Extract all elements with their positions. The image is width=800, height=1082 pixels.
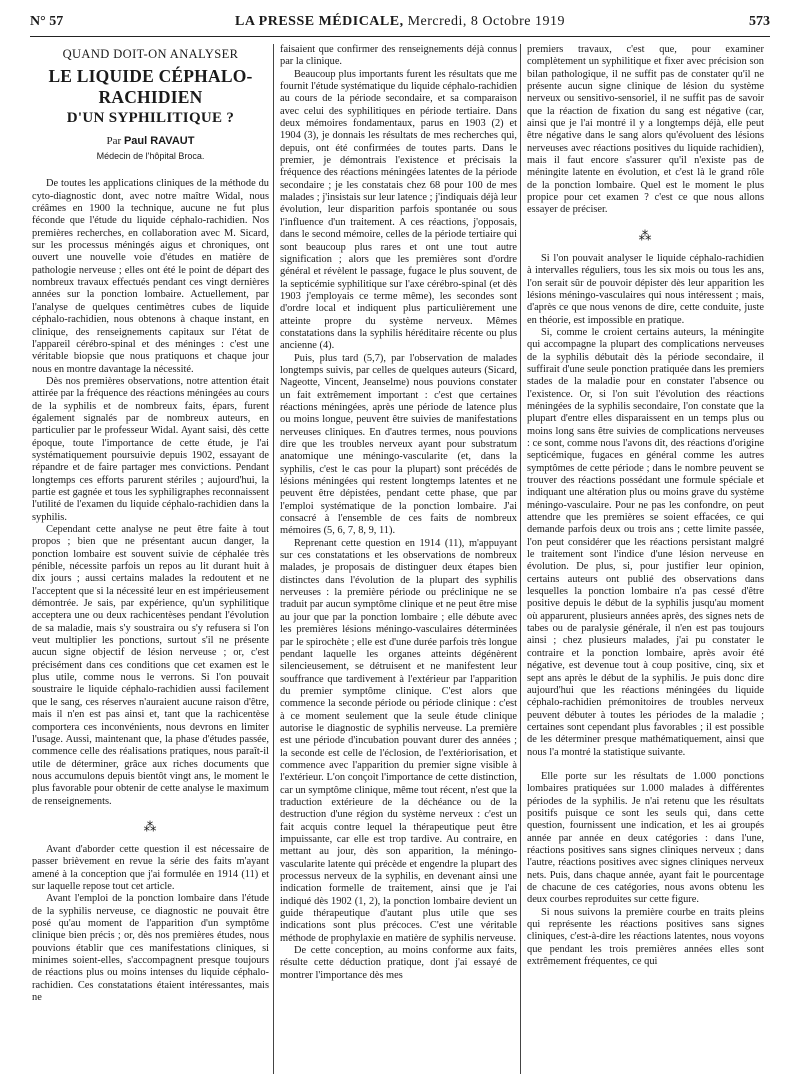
column-divider <box>273 44 274 1074</box>
paragraph: Beaucoup plus importants furent les résultats que me fournit l'étude systématique du liquide céphalo-rachidien au cours de la période secondaire, et sa comparaison avec celui des syphilitiques en période tertiaire. Dans deux mémoires fondamentaux, parus en 1903 (2) et 1904 (3), je donnais les résultats de mes recherches qui, depuis, ont été confirmées de toutes parts. Dans le premier, je démontrais l'existence et précisais la fréquence des réactions méningées latentes de la période secondaire ; je les constatais chez 68 pour 100 de mes malades ; j'insistais sur leur latence ; j'indiquais déjà leur évolution, leur disparition parfois spontanée ou sous l'influence d'un traitement. A ces réactions, j'opposais, dans le second mémoire, celles de la période tertiaire qui sont beaucoup plus rares et ont une tout autre signification ; alors que les premières sont d'ordre général et révèlent le passage, fugace le plus souvent, de la septicémie syphilitique sur l'axe cérébro-spinal (et dès 1903 j'employais ce terme même), les secondes sont d'ordre local et indiquent plus particulièrement une atteinte propre du système nerveux. Mêmes constatations dans la syphilis héréditaire récente ou plus ancienne (4). <box>280 68 517 352</box>
header-rule <box>30 36 770 37</box>
paragraph: Elle porte sur les résultats de 1.000 ponctions lombaires pratiquées sur 1.000 malades à différentes périodes de la syphilis. Je n'ai retenu que les résultats positifs puisque ce sont les seuls qui, dans cette question, fournissent une indication, et les ai groupés année par année en deux catégories : dans l'une, réactions positives sans signes cliniques nerveux ; dans l'autre, réactions positives avec signes cliniques nerveux nets. Puis, dans chaque année, ayant fait le pourcentage de chacune de ces catégories, nous avons obtenu les deux courbes reproduites sur cette figure. <box>527 770 764 906</box>
column-divider <box>520 44 521 1074</box>
column-1 <box>32 44 269 1004</box>
paragraph: Avant d'aborder cette question il est nécessaire de passer brièvement en revue la série des faits m'ayant amené à la conception que j'ai formulée en 1914 (11) et sur laquelle repose tout cet article. <box>32 843 269 892</box>
article-title-line2: D'UN SYPHILITIQUE ? <box>66 110 235 127</box>
author-line <box>32 135 269 147</box>
paragraph: Reprenant cette question en 1914 (11), m'appuyant sur ces constatations et les observations de nombreux malades, je proposais de distinguer deux étapes bien distinctes dans l'évolution de la plupart des syphilis nerveuses : la première période ou préclinique ne se traduit par aucun symptôme clinique et ne peut être mise au jour que par la ponction lombaire ; elle débute avec les premières lésions méningo-vasculaires déterminées par le spirochète ; elle est d'une durée parfois très longue pendant laquelle les organes atteints dégénèrent silencieusement, se détruisent et ne manifestent leur souffrance que tardivement à l'extérieur par l'apparition du premier symptôme clinique. C'est alors que commence la seconde période ou période clinique : c'est à ce moment seulement que la seule étude clinique autorise le diagnostic de syphilis nerveuse. La première est une période d'incubation pouvant durer des années ; la seconde est celle de l'éclosion, de l'extériorisation, et commence avec l'apparition du premier signe visible à l'extérieur. L'on conçoit l'importance de cette distinction, car un symptôme clinique, même tout récent, n'est que la traduction extérieure de la déchéance ou de la destruction d'une région du système nerveux : c'est un fait acquis contre lequel la thérapeutique peut être impuissante, car elle est trop tardive. Au contraire, en mettant au jour, dès son apparition, la méningo-vascularite latente qui précède et engendre la plupart des processus nerveux de la syphilis, en devenant ainsi une indication formelle de traitement, ainsi que je l'ai indiqué dès 1902 (1, 2), la ponction lombaire devient un guide thérapeutique d'autant plus utile que ses indications sont plus précoces. C'est une véritable méthode de prophylaxie en matière de syphilis nerveuse. <box>280 537 517 944</box>
paragraph: Dès nos premières observations, notre attention était attirée par la fréquence des réactions méningées au cours de la syphilis et de nombreux faits, épars, furent également signalés par de nombreux auteurs, en particulier par le professeur Widal. Ayant saisi, dès cette époque, toute l'importance de cette étude, je l'ai systématiquement poursuivie depuis 1902, essayant de répandre et de faire partager mes convictions. Pendant longtemps ces efforts parurent stériles ; aujourd'hui, la partie est gagnée et tous les syphiligraphes reconnaissent l'utilité de l'examen du liquide céphalo-rachidien dans la syphilis. <box>32 375 269 523</box>
paragraph: Puis, plus tard (5,7), par l'observation de malades longtemps suivis, par celles de quelques auteurs (Sicard, Nageotte, Vincent, Jeanselme) nous pouvions constater un fait extrêmement important : c'est que certaines réactions méningées, après une période de latence plus ou moins longue, peuvent être suivies de manifestations nerveuses cliniques. En d'autres termes, nous pouvions dire que les troubles nerveux ayant pour substratum anatomique une méningo-vascularite (et, dans la syphilis, c'est le cas pour la plupart) sont précédés de lésions méningées qui restent longtemps latentes et ne peuvent être dépistées, pendant cette phase, que par l'emploi systématique de la ponction lombaire. J'ai consacré à l'ensemble de ces faits de nombreux mémoires (5, 6, 7, 8, 9, 11). <box>280 352 517 537</box>
page-number: 573 <box>749 14 770 29</box>
paragraph: Cependant cette analyse ne peut être faite à tout propos ; bien que ne présentant aucun danger, la ponction lombaire est souvent suivie de céphalée très pénible, nécessite parfois un repos au lit durant huit à dix jours ; aussi certains malades la redoutent et ne l'acceptent que si la nécessité leur en est impérieusement démontrée. Je sais, par expérience, qu'un syphilitique acceptera une ou deux rachicentèses pendant l'évolution de sa maladie, mais s'y soustraira ou s'y refusera si l'on veut multiplier les ponctions, surtout s'il ne présente aucun signe objectif de lésion nerveuse ; or, c'est précisément dans ces conditions que cet examen est le plus utile, comme nous le verrons. Si l'on pouvait soustraire le liquide céphalo-rachidien aussi facilement que le sang, ces réserves n'auraient aucune raison d'être, mais il n'en est pas ainsi et, tant que la rachicentèse comportera ces inconvénients, nous devrons en limiter l'usage. Aussi, maintenant que, la phase d'études passée, commence celle des réalisations pratiques, nous paraît-il utile de déterminer, grâce aux riches documents que nous accumulons depuis bientôt vingt ans, le moment le plus favorable pour obtenir de cette analyse le maximum de renseignements. <box>32 524 269 807</box>
paragraph: De cette conception, au moins conforme aux faits, résulte cette déduction pratique, dont j'ai essayé de montrer l'importance dès mes <box>280 945 517 981</box>
issue-date: Mercredi, 8 Octobre 1919 <box>407 14 565 29</box>
section-separator: ⁂ <box>143 818 158 834</box>
article-kicker: QUAND DOIT-ON ANALYSER <box>62 47 239 61</box>
author-prefix: Par <box>106 134 122 147</box>
paragraph: Si, comme le croient certains auteurs, la méningite qui accompagne la plupart des complications nerveuses de la syphilis débutait dès la période secondaire, il suffirait d'une seule ponction pratiquée dans les premiers stades de la maladie pour en constater l'absence ou l'existence. Or, si l'on suit l'évolution des réactions méningées de la syphilis secondaire, l'on constate que la plupart d'entre elles disparaissent en un temps plus ou moins long sans être suivies de complications nerveuses : ce sont, comme nous l'avons dit, des réactions d'origine septicémique, fugaces en général comme les autres symptômes de cette période ; dans le nombre peuvent se trouver des réactions possédant une formule spéciale et indiquant une altération plus ou moins grave du système méningo-vasculaire. Pour ne pas les confondre, on peut attendre que les premières se soient effacées, ce qui demande parfois deux ou trois ans ; cette limite passée, l'on peut considérer que les réactions persistant malgré le traitement sont l'indice d'une lésion nerveuse en évolution. De plus, si, pour justifier leur opinion, certains auteurs ont publié des observations dans lesquelles la ponction lombaire n'a pas cessé d'être positive depuis le début de la syphilis jusqu'au moment où apparurent, plusieurs années après, des signes nets de tabes ou de paralysie générale, il n'en est pas toujours ainsi ; chez plusieurs malades, j'ai pu constater le contraire et la ponction lombaire, après avoir été négative, est devenue tout à coup positive, cinq, six et sept ans après le début de la syphilis. Je puis donc dire aujourd'hui que les réactions méningées du liquide céphalo-rachidien prémonitoires de troubles nerveux peuvent débuter à toutes les périodes de la maladie ; certaines sont cependant plus favorables ; il est possible de les déterminer presque mathématiquement, ainsi que nous l'a montré la statistique suivante. <box>527 326 764 758</box>
column-3 <box>527 44 764 968</box>
paragraph: De toutes les applications cliniques de la méthode du cyto-diagnostic dont, avec notre maître Widal, nous créâmes en 1900 la technique, aucune ne fut plus féconde que l'étude du liquide céphalo-rachidien. Nos premières recherches, en collaboration avec M. Sicard, sur les processus méningés aigus et chroniques, ont ouvert une nouvelle voie d'études en matière de pathologie nerveuse ; elles ont été le point de départ des nombreux travaux effectués pendant ces vingt dernières années sur la ponction lombaire. Actuellement, par l'analyse de quelques centimètres cubes de liquide céphalo-rachidien, nous obtenons à chaque instant, en clinique, des renseignements capitaux sur l'état de l'appareil cérébro-spinal et des méninges : c'est une véritable biopsie que nous pratiquons et chaque jour nous en montre davantage la nécessité. <box>32 178 269 375</box>
page-header <box>30 14 770 36</box>
author-affiliation: Médecin de l'hôpital Broca. <box>96 151 205 162</box>
paragraph: faisaient que confirmer des renseignements déjà connus par la clinique. <box>280 44 517 68</box>
section-separator: ⁂ <box>638 227 653 243</box>
paragraph: Si nous suivons la première courbe en traits pleins qui représente les réactions positives sans signes cliniques, c'est-à-dire les réactions latentes, nous voyons que pendant les trois premières années elles sont extrêmement fréquentes, ce qui <box>527 906 764 968</box>
column-2 <box>280 44 517 982</box>
paragraph: premiers travaux, c'est que, pour examiner complètement un syphilitique et fixer avec précision son bilan pathologique, il ne suffit pas de constater qu'il ne présente aucun signe clinique de lésion du système nerveux ou sensitivo-sensoriel, il ne suffit pas de savoir que la réaction de fixation du sang est négative (car, ainsi que je l'ai montré il y a longtemps déjà, elle peut être négative dans le sang alors qu'évoluent des lésions nerveuses avec réactions positives du liquide rachidien), mais il faut encore s'assurer qu'il n'existe pas de méningite latente en évolution, et c'est là le grand rôle de la ponction lombaire. Quel est le moment le plus propice pour cet examen ? c'est ce que nous allons essayer de préciser. <box>527 44 764 216</box>
author-name: Paul RAVAUT <box>123 134 195 147</box>
article-title: LE LIQUIDE CÉPHALO-RACHIDIEN <box>48 66 253 108</box>
journal-title <box>30 14 770 30</box>
paragraph: Avant l'emploi de la ponction lombaire dans l'étude de la syphilis nerveuse, ce diagnostic ne pouvait être posé qu'au moment de l'apparition d'un symptôme clinique bien précis ; or, dès nos premières études, nous pouvions établir que ces manifestations cliniques, si minimes soient-elles, s'accompagnent presque toujours de réactions plus ou moins intenses du liquide céphalo-rachidien. Ces constatations étaient intéressantes, mais ne <box>32 893 269 1004</box>
issue-number: N° 57 <box>30 14 64 29</box>
paragraph: Si l'on pouvait analyser le liquide céphalo-rachidien à intervalles réguliers, tous les six mois ou tous les ans, l'on serait sûr de pouvoir dépister dès leur apparition les lésions méningo-vasculaires qui nous intéressent ; mais, d'après ce que nous venons de dire, cette conduite, juste en théorie, est impossible en pratique. <box>527 252 764 326</box>
journal-name: LA PRESSE MÉDICALE, <box>235 14 404 29</box>
